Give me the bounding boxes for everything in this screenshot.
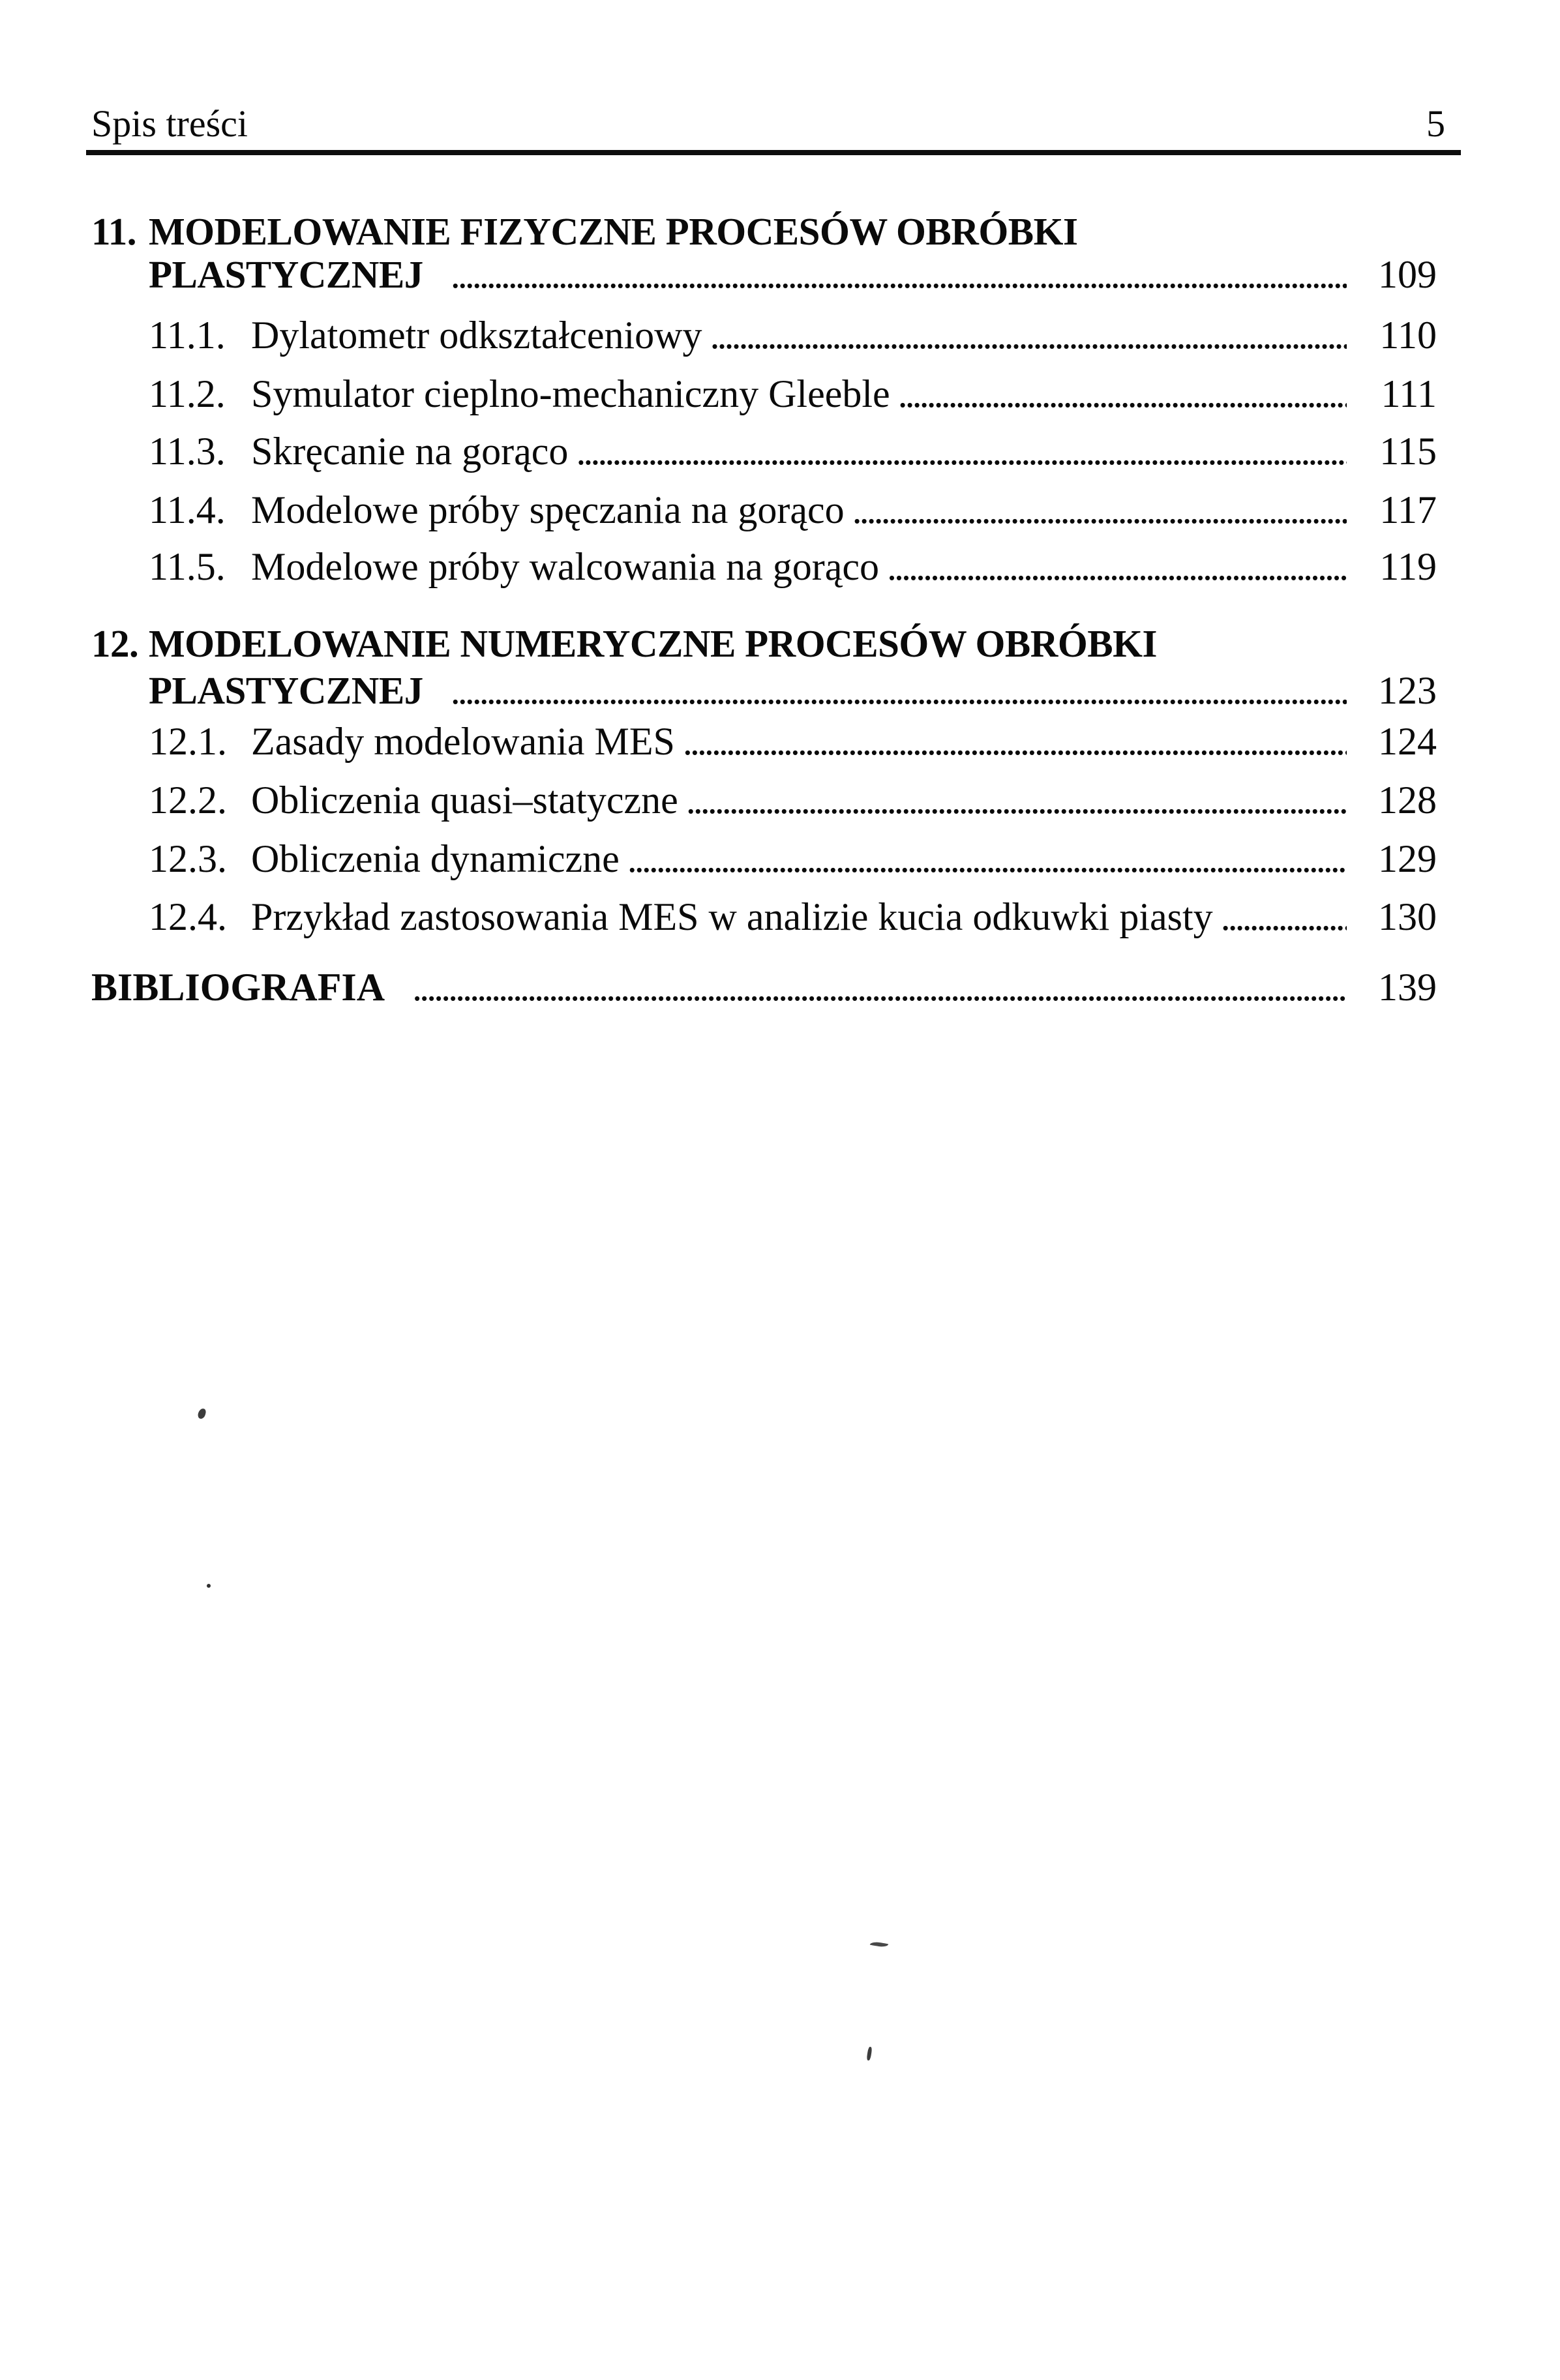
bibliography-title: BIBLIOGRAFIA [91,966,385,1009]
toc-chapter-row [91,622,1437,665]
page-number: 128 [1378,779,1437,822]
toc-section-row [149,432,1437,471]
toc-section-row [149,839,1437,878]
section-number: 11.1. [149,314,226,357]
chapter-number: 11. [91,210,136,253]
page-header [91,102,1445,145]
toc-chapter-row-continuation [149,255,1437,294]
page-number: 110 [1379,314,1437,357]
scan-artifact [197,1408,207,1420]
dot-leader [423,671,1347,710]
dot-leader [423,255,1347,294]
dot-leader [890,374,1347,413]
section-title: Zasady modelowania MES [251,720,675,763]
section-title: Symulator cieplno-mechaniczny Gleeble [251,372,890,415]
section-number: 12.1. [149,720,227,763]
toc-chapter-row [91,210,1437,253]
dot-leader [845,490,1347,529]
dot-leader [1213,897,1347,936]
toc-section-row [149,490,1437,529]
dot-leader [879,547,1347,586]
scan-artifact [870,1941,889,1948]
section-title: Obliczenia quasi–statyczne [251,779,678,822]
chapter-title-line2: PLASTYCZNEJ [149,253,423,296]
section-number: 12.2. [149,779,227,822]
toc-section-row [149,722,1437,761]
running-head-title: Spis treści [91,102,248,145]
page-number: 117 [1379,488,1437,531]
chapter-title-line2: PLASTYCZNEJ [149,669,423,712]
section-number: 12.4. [149,895,227,938]
section-number: 11.4. [149,488,226,531]
section-title: Obliczenia dynamiczne [251,837,620,880]
section-number: 11.5. [149,545,226,588]
toc-chapter-row-continuation [149,671,1437,710]
dot-leader [675,722,1347,761]
section-title: Modelowe próby spęczania na gorąco [251,488,845,531]
section-number: 11.2. [149,372,226,415]
toc-section-row [149,316,1437,355]
scan-artifact [207,1584,211,1588]
section-number: 12.3. [149,837,227,880]
dot-leader [678,781,1347,820]
chapter-number: 12. [91,622,139,665]
page-number: 124 [1378,720,1437,763]
chapter-title: MODELOWANIE FIZYCZNE PROCESÓW OBRÓBKI [149,210,1078,253]
page-number: 119 [1379,545,1437,588]
toc-section-row [149,547,1437,586]
dot-leader [568,432,1347,471]
header-rule [86,150,1461,155]
section-title: Skręcanie na gorąco [251,430,569,473]
page-number: 109 [1378,253,1437,296]
bibliography-row [91,968,1437,1007]
section-title: Przykład zastosowania MES w analizie kucia odkuwki piasty [251,895,1213,938]
dot-leader [620,839,1347,878]
page-number: 123 [1378,669,1437,712]
toc-section-row [149,374,1437,413]
chapter-title: MODELOWANIE NUMERYCZNE PROCESÓW OBRÓBKI [149,622,1157,665]
dot-leader [702,316,1347,355]
page-number: 129 [1378,837,1437,880]
section-title: Dylatometr odkształceniowy [251,314,702,357]
page-number: 139 [1378,966,1437,1009]
page-number: 111 [1381,372,1437,415]
section-number: 11.3. [149,430,226,473]
scan-artifact [866,2047,872,2061]
page-number: 130 [1378,895,1437,938]
toc-section-row [149,781,1437,820]
page-number: 115 [1379,430,1437,473]
section-title: Modelowe próby walcowania na gorąco [251,545,879,588]
toc-section-row [149,897,1437,936]
dot-leader [385,968,1347,1007]
running-head-page-number: 5 [1426,102,1445,145]
